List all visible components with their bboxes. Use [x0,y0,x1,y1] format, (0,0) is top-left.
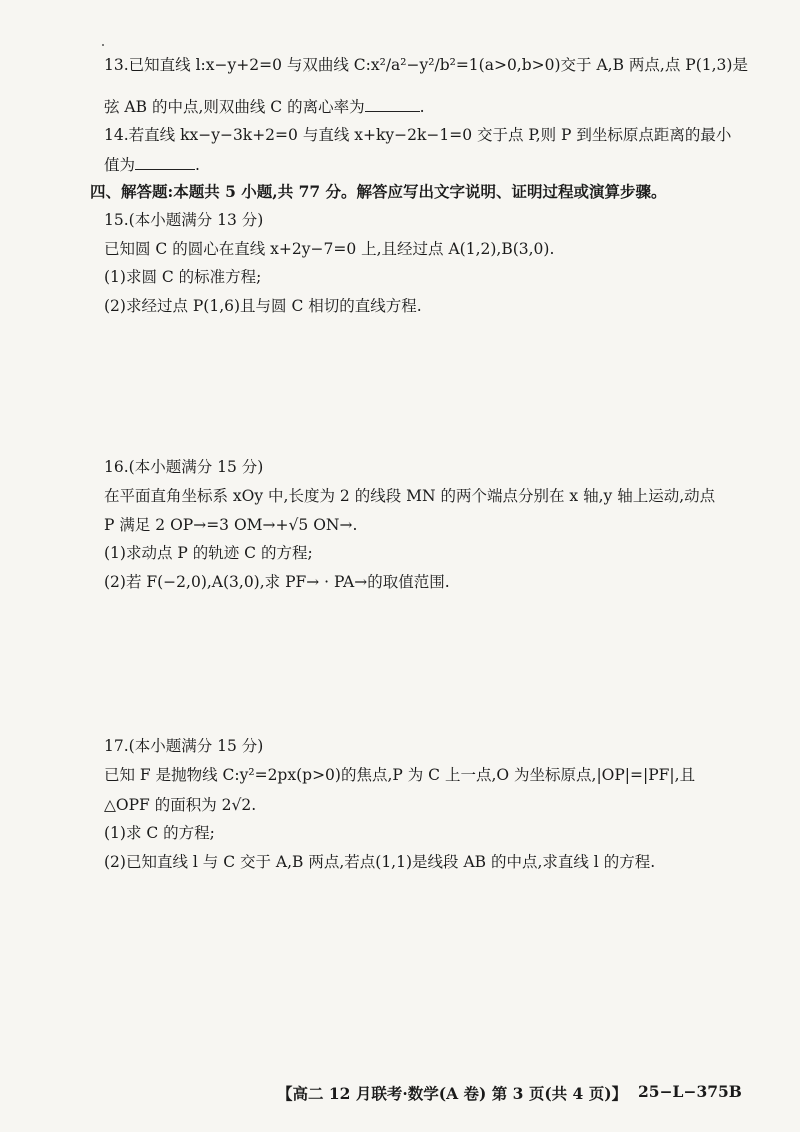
scan-speck [102,44,104,46]
section-heading: 四、解答题:本题共 5 小题,共 77 分。解答应写出文字说明、证明过程或演算步骤。 [90,182,667,201]
q15-part1: (1)求圆 C 的标准方程; [104,268,262,286]
q15-header: 15.(本小题满分 13 分) [104,211,264,229]
q15-part2: (2)求经过点 P(1,6)且与圆 C 相切的直线方程. [104,297,422,315]
q17-part2: (2)已知直线 l 与 C 交于 A,B 两点,若点(1,1)是线段 AB 的中点,求直线 l 的方程. [104,853,656,871]
q13-line1: 13.已知直线 l:x−y+2=0 与双曲线 C:x²/a²−y²/b²=1(a>0,b>0)交于 A,B 两点,点 P(1,3)是 [104,56,748,74]
footer-title: 【高二 12 月联考·数学(A 卷) 第 3 页(共 4 页)】 [277,1084,628,1103]
q13-answer-blank[interactable] [365,95,420,112]
q17-header: 17.(本小题满分 15 分) [104,737,264,755]
q16-header: 16.(本小题满分 15 分) [104,458,264,476]
q14-line2-end: . [195,156,200,174]
q15-stem: 已知圆 C 的圆心在直线 x+2y−7=0 上,且经过点 A(1,2),B(3,0). [104,240,555,258]
q13-line2 [104,95,425,118]
q16-stem2: P 满足 2 OP→=3 OM→+√5 ON→. [104,516,358,534]
q16-part1: (1)求动点 P 的轨迹 C 的方程; [104,544,313,562]
q16-stem1: 在平面直角坐标系 xOy 中,长度为 2 的线段 MN 的两个端点分别在 x 轴,y 轴上运动,动点 [104,487,716,505]
footer-code: 25−L−375B [638,1082,742,1101]
q14-line2-text: 值为 [104,156,136,174]
q17-stem2: △OPF 的面积为 2√2. [104,796,257,814]
q13-line2-text: 弦 AB 的中点,则双曲线 C 的离心率为 [104,98,365,116]
q14-answer-blank[interactable] [135,153,195,170]
q13-line2-end: . [419,98,425,116]
q16-part2: (2)若 F(−2,0),A(3,0),求 PF→ · PA→的取值范围. [104,573,450,591]
q17-part1: (1)求 C 的方程; [104,824,215,842]
q17-stem1: 已知 F 是抛物线 C:y²=2px(p>0)的焦点,P 为 C 上一点,O 为坐标原点,|OP|=|PF|,且 [104,766,696,784]
q14-line1: 14.若直线 kx−y−3k+2=0 与直线 x+ky−2k−1=0 交于点 P,则 P 到坐标原点距离的最小 [104,126,732,144]
q14-line2 [104,153,200,176]
